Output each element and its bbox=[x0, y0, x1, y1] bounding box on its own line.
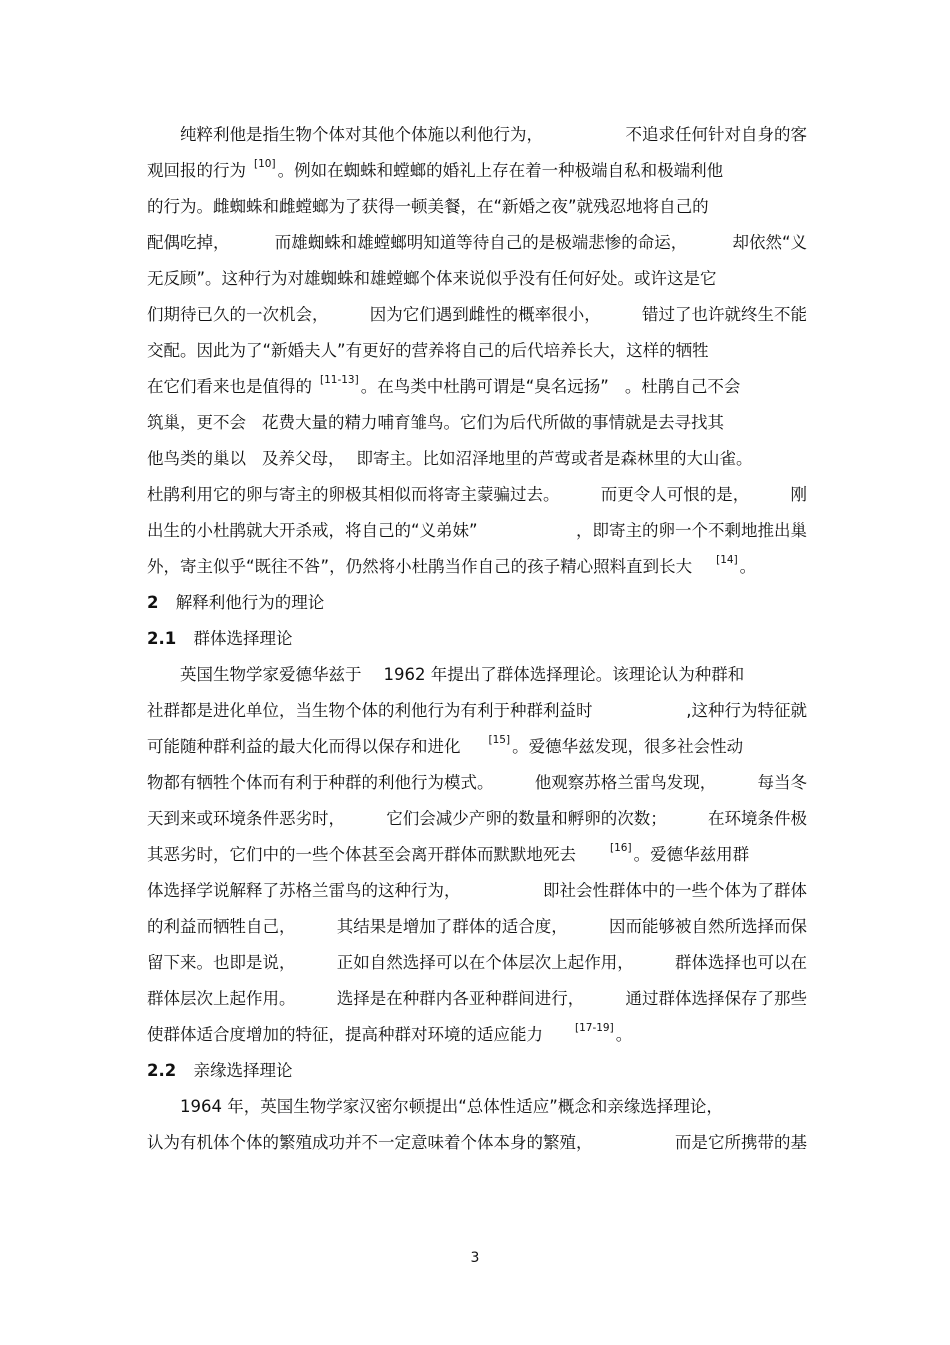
section-title: 亲缘选择理论 bbox=[193, 1061, 293, 1080]
citation: [15] bbox=[488, 734, 511, 746]
paragraph-1 bbox=[147, 117, 807, 1161]
text-line: 出生的小杜鹃就大开杀戒，将自己的“义弟妹” ，即寄主的卵一个不剩地推出巢 bbox=[147, 521, 807, 540]
text-line: 他鸟类的巢以 及养父母， 即寄主。比如沼泽地里的芦莺或者是森林里的大山雀。 bbox=[147, 449, 753, 468]
text-line: 无反顾”。这种行为对雄蜘蛛和雄螳螂个体来说似乎没有任何好处。或许这是它 bbox=[147, 269, 717, 288]
section-title: 群体选择理论 bbox=[193, 629, 293, 648]
text-line: 群体层次上起作用。 选择是在种群内各亚种群间进行， 通过群体选择保存了那些 bbox=[147, 989, 807, 1008]
text-line: 使群体适合度增加的特征，提高种群对环境的适应能力 [17-19] 。 bbox=[147, 1017, 807, 1053]
text-line: 物都有牺牲个体而有利于种群的利他行为模式。 他观察苏格兰雷鸟发现， 每当冬 bbox=[147, 773, 807, 792]
text-line: 天到来或环境条件恶劣时， 它们会减少产卵的数量和孵卵的次数； 在环境条件极 bbox=[147, 809, 807, 828]
text-line: 在它们看来也是值得的 [11-13] 。在鸟类中杜鹃可谓是“臭名远扬” 。杜鹃自己不会 bbox=[147, 369, 807, 405]
text-line: 纯粹利他是指生物个体对其他个体施以利他行为， 不追求任何针对自身的客 bbox=[180, 125, 807, 144]
citation: [17-19] bbox=[575, 1022, 614, 1034]
section-number: 2 bbox=[147, 593, 159, 612]
section-number: 2.1 bbox=[147, 629, 177, 648]
text-line: 留下来。也即是说， 正如自然选择可以在个体层次上起作用， 群体选择也可以在 bbox=[147, 953, 807, 972]
text-line: 交配。因此为了“新婚夫人”有更好的营养将自己的后代培养长大，这样的牺牲 bbox=[147, 341, 709, 360]
text-line: 观回报的行为 [10] 。例如在蜘蛛和螳螂的婚礼上存在着一种极端自私和极端利他 bbox=[147, 153, 807, 189]
citation: [14] bbox=[716, 554, 738, 566]
citation: [11-13] bbox=[320, 374, 359, 386]
text-line: 外，寄主似乎“既往不咎”，仍然将小杜鹃当作自己的孩子精心照料直到长大 [14] 。 bbox=[147, 549, 807, 585]
text-line: 其恶劣时，它们中的一些个体甚至会离开群体而默默地死去 [16] 。爱德华兹用群 bbox=[147, 837, 807, 873]
text-line: 1964 年，英国生物学家汉密尔顿提出“总体性适应”概念和亲缘选择理论， bbox=[180, 1097, 723, 1116]
text-line: 配偶吃掉， 而雄蜘蛛和雄螳螂明知道等待自己的是极端悲惨的命运， 却依然“义 bbox=[147, 233, 807, 252]
text-line: 社群都是进化单位，当生物个体的利他行为有利于种群利益时 ,这种行为特征就 bbox=[147, 701, 807, 720]
text-line: 体选择学说解释了苏格兰雷鸟的这种行为， 即社会性群体中的一些个体为了群体 bbox=[147, 881, 807, 900]
citation: [16] bbox=[610, 842, 632, 854]
text-line: 们期待已久的一次机会， 因为它们遇到雌性的概率很小， 错过了也许就终生不能 bbox=[147, 305, 807, 324]
text-line: 的行为。雌蜘蛛和雌螳螂为了获得一顿美餐，在“新婚之夜”就残忍地将自己的 bbox=[147, 197, 709, 216]
citation: [10] bbox=[254, 158, 276, 170]
text-line: 筑巢，更不会 花费大量的精力哺育雏鸟。它们为后代所做的事情就是去寻找其 bbox=[147, 413, 724, 432]
text-line: 杜鹃利用它的卵与寄主的卵极其相似而将寄主蒙骗过去。 而更令人可恨的是， 刚 bbox=[147, 485, 807, 504]
text-line: 的利益而牺牲自己， 其结果是增加了群体的适合度， 因而能够被自然所选择而保 bbox=[147, 917, 807, 936]
subsection-heading bbox=[147, 1053, 807, 1089]
text-line: 英国生物学家爱德华兹于 1962 年提出了群体选择理论。该理论认为种群和 bbox=[180, 665, 745, 684]
text-line: 认为有机体个体的繁殖成功并不一定意味着个体本身的繁殖， 而是它所携带的基 bbox=[147, 1133, 807, 1152]
text-line: 可能随种群利益的最大化而得以保存和进化 [15] 。爱德华兹发现，很多社会性动 bbox=[147, 729, 807, 765]
section-heading bbox=[147, 585, 807, 621]
section-title: 解释利他行为的理论 bbox=[175, 593, 325, 612]
section-number: 2.2 bbox=[147, 1061, 177, 1080]
subsection-heading bbox=[147, 621, 807, 657]
page-number: 3 bbox=[470, 1250, 480, 1266]
